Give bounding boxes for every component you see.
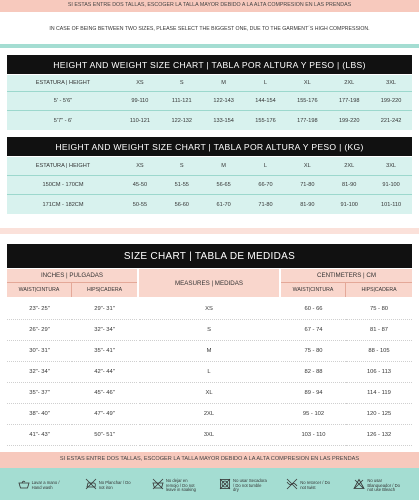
kg-header-s: S (161, 157, 203, 176)
pink-divider-middle (0, 228, 419, 234)
bottom-notice-text: SI ESTAS ENTRE DOS TALLAS, ESCOGER LA TALLA MAYOR DEBIDO A LA ALTA COMPRESION EN LAS PRENDAS (59, 456, 360, 463)
kg-header-m: M (203, 157, 245, 176)
waist-cm: 89 - 94 (281, 383, 346, 404)
inches-waist-sub: WAIST|CINTURA (7, 283, 72, 297)
kg-header-height: ESTATURA | HEIGHT (7, 157, 119, 176)
lbs-row2-height: 5'7" - 6' (53, 117, 73, 124)
care-item (18, 477, 66, 495)
kg-header-3xl: 3XL (370, 157, 412, 176)
no-soak-icon (152, 477, 164, 495)
care-item (353, 477, 401, 495)
lbs-row1-height: 5' - 5'6" (7, 92, 119, 111)
lbs-row1-3xl: 199-220 (370, 92, 412, 111)
care-label: No Planchar / Do not iron (98, 480, 131, 490)
lbs-table-title: HEIGHT AND WEIGHT SIZE CHART | TABLA POR ALTURA Y PESO | (LBS) (7, 55, 412, 74)
waist-cm: 82 - 88 (281, 362, 346, 383)
size-chart-rows (7, 299, 412, 446)
hips-inches: 45"- 46" (72, 383, 137, 404)
lbs-row1-xs: 99-110 (119, 92, 161, 111)
lbs-header-3xl: 3XL (370, 75, 412, 92)
size-label: 2XL (139, 404, 279, 425)
kg-row2-m: 61-70 (216, 201, 231, 208)
no-twist-icon (286, 477, 298, 495)
lbs-row2-xs: 110-121 (129, 117, 150, 124)
measures-header: MEASURES | MEDIDAS (139, 269, 279, 297)
hand-wash-icon (18, 477, 30, 495)
kg-row2-xs: 50-55 (132, 201, 148, 208)
waist-cm: 103 - 110 (281, 425, 346, 446)
lbs-row2-m: 133-154 (213, 117, 234, 124)
care-item (219, 477, 267, 495)
no-tumble-dry-icon (219, 477, 231, 495)
size-chart-title: SIZE CHART | TABLA DE MEDIDAS (7, 244, 412, 268)
hips-inches: 42"- 44" (72, 362, 137, 383)
kg-row1-xl: 71-80 (286, 176, 328, 195)
hips-cm: 75 - 80 (346, 299, 412, 320)
top-notice-english: IN CASE OF BEING BETWEEN TWO SIZES, PLEASE SELECT THE BIGGEST ONE, DUE TO THE GARMENT´S HIGH COMPRESSION. (49, 26, 370, 32)
size-label: XS (139, 299, 279, 320)
care-label: No usar Blanqueador / Do not use Bleach (367, 478, 400, 493)
lbs-header-l: L (245, 75, 287, 92)
kg-row2-3xl: 101-110 (381, 201, 402, 208)
kg-table (7, 157, 412, 214)
waist-cm: 67 - 74 (281, 320, 346, 341)
size-row (7, 362, 412, 383)
hips-inches: 29"- 31" (72, 299, 137, 320)
kg-header-xl: XL (286, 157, 328, 176)
kg-row2-height: 171CM - 182CM (42, 201, 84, 208)
size-label: S (139, 320, 279, 341)
waist-cm: 60 - 66 (281, 299, 346, 320)
size-row (7, 299, 412, 320)
lbs-row2-s: 122-132 (171, 117, 193, 124)
hips-cm: 106 - 113 (346, 362, 412, 383)
size-row (7, 425, 412, 446)
lbs-row1-m: 122-143 (203, 92, 245, 111)
hips-inches: 32"- 34" (72, 320, 137, 341)
kg-row2-xl: 81-90 (300, 201, 315, 208)
lbs-row1-l: 144-154 (245, 92, 287, 111)
kg-row2-2xl: 91-100 (340, 201, 358, 208)
size-row (7, 341, 412, 362)
kg-row2-s: 56-60 (174, 201, 189, 208)
waist-cm: 95 - 102 (281, 404, 346, 425)
waist-inches: 32"- 34" (7, 362, 72, 383)
lbs-header-2xl: 2XL (328, 75, 370, 92)
size-label: M (139, 341, 279, 362)
lbs-table (7, 75, 412, 130)
waist-inches: 23"- 25" (7, 299, 72, 320)
size-row (7, 404, 412, 425)
kg-row1-m: 56-65 (203, 176, 245, 195)
hips-cm: 81 - 87 (346, 320, 412, 341)
waist-inches: 26"- 29" (7, 320, 72, 341)
top-notice-text: SI ESTAS ENTRE DOS TALLAS, ESCOGER LA TALLA MAYOR DEBIDO A LA ALTA COMPRESION EN LAS PRENDAS (67, 2, 352, 9)
kg-row1-height: 150CM - 170CM (7, 176, 119, 195)
inches-header: INCHES | PULGADAS (7, 269, 137, 283)
size-row (7, 383, 412, 404)
hips-inches: 47"- 49" (72, 404, 137, 425)
lbs-row1-s: 111-121 (161, 92, 203, 111)
waist-inches: 35"- 37" (7, 383, 72, 404)
hips-inches: 35"- 41" (72, 341, 137, 362)
lbs-header-height: ESTATURA | HEIGHT (7, 75, 119, 92)
size-label: 3XL (139, 425, 279, 446)
care-label: No retorcer / Do not twist (300, 480, 330, 490)
cm-hips-sub: HIPS|CADERA (346, 283, 412, 297)
hips-inches: 50"- 51" (72, 425, 137, 446)
lbs-row2-3xl: 221-242 (380, 117, 402, 124)
cm-waist-sub: WAIST|CINTURA (281, 283, 346, 297)
care-instructions (0, 475, 419, 497)
waist-cm: 75 - 80 (281, 341, 346, 362)
lbs-row2-2xl: 199-220 (338, 117, 360, 124)
lbs-header-s: S (161, 75, 203, 92)
hips-cm: 88 - 105 (346, 341, 412, 362)
hips-cm: 126 - 132 (346, 425, 412, 446)
cm-header: CENTIMETERS | CM (281, 269, 412, 283)
kg-row1-xs: 45-50 (119, 176, 161, 195)
lbs-header-xl: XL (286, 75, 328, 92)
kg-header-xs: XS (119, 157, 161, 176)
waist-inches: 30"- 31" (7, 341, 72, 362)
kg-row1-3xl: 91-100 (370, 176, 412, 195)
lbs-row1-2xl: 177-198 (328, 92, 370, 111)
size-label: XL (139, 383, 279, 404)
no-bleach-icon (353, 477, 365, 495)
care-label: No dejar en remojo / Do not leave in soaking (165, 478, 196, 493)
no-iron-icon (85, 477, 97, 495)
lbs-header-xs: XS (119, 75, 161, 92)
lbs-header-m: M (203, 75, 245, 92)
care-label: Lavar a mano / Hand wash (31, 480, 60, 490)
kg-row2-l: 71-80 (258, 201, 273, 208)
bottom-notice-bar (0, 452, 419, 468)
mint-divider-top (0, 44, 419, 48)
kg-row1-s: 51-55 (161, 176, 203, 195)
size-row (7, 320, 412, 341)
care-item (85, 477, 133, 495)
kg-row1-2xl: 81-90 (328, 176, 370, 195)
kg-table-title: HEIGHT AND WEIGHT SIZE CHART | TABLA POR ALTURA Y PESO | (KG) (7, 137, 412, 156)
care-label: No usar Secadora / Do not tumble dry (233, 478, 267, 493)
kg-row1-l: 66-70 (245, 176, 287, 195)
care-item (286, 477, 334, 495)
lbs-row2-xl: 177-198 (297, 117, 318, 124)
waist-inches: 41"- 43" (7, 425, 72, 446)
lbs-row1-xl: 155-176 (286, 92, 328, 111)
kg-header-l: L (245, 157, 287, 176)
kg-header-2xl: 2XL (328, 157, 370, 176)
waist-inches: 38"- 40" (7, 404, 72, 425)
size-label: L (139, 362, 279, 383)
lbs-row2-l: 155-176 (255, 117, 276, 124)
inches-hips-sub: HIPS|CADERA (72, 283, 137, 297)
top-notice-bar (0, 0, 419, 12)
hips-cm: 114 - 119 (346, 383, 412, 404)
care-item (152, 477, 200, 495)
hips-cm: 120 - 125 (346, 404, 412, 425)
